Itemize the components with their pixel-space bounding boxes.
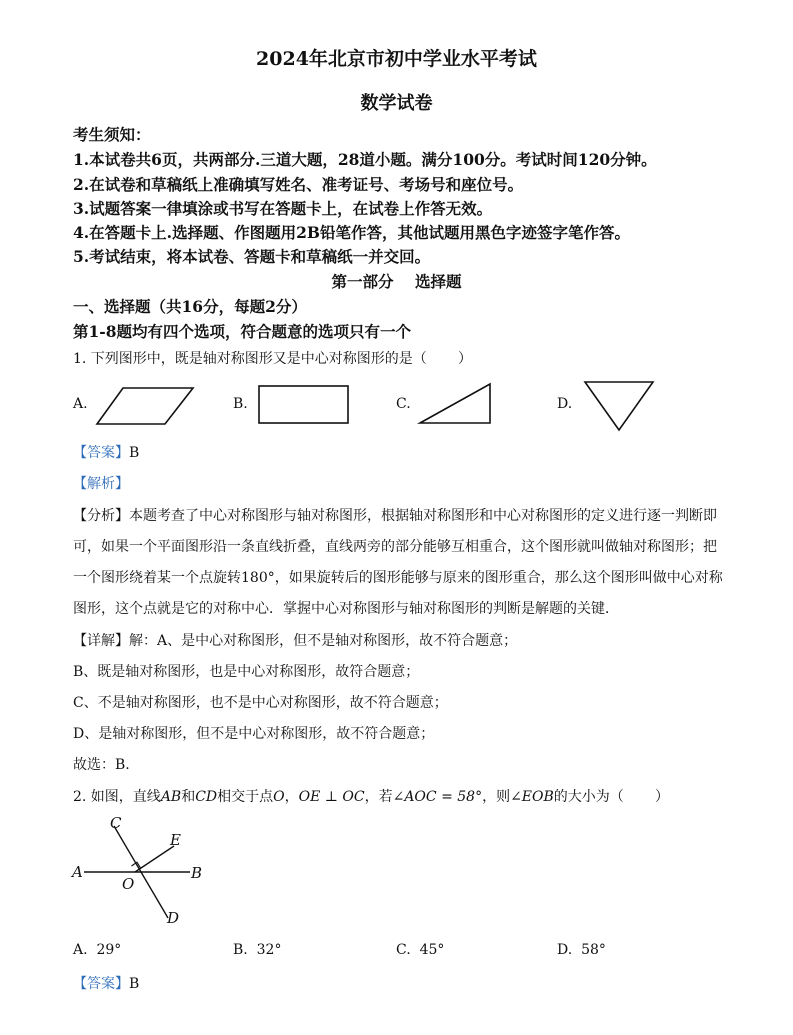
point-o-symbol: O — [273, 789, 285, 805]
notice-item: 2.在试卷和草稿纸上准确填写姓名、准考证号、考场号和座位号。 — [73, 175, 524, 194]
q1-option-b-label: B. — [233, 396, 248, 412]
angle-aoc-expression: ∠AOC = 58° — [392, 789, 483, 805]
q1-answer — [73, 442, 139, 462]
section-heading: 一、选择题（共16分，每题2分） — [73, 297, 307, 316]
angle-eob-expression: ∠EOB — [510, 789, 554, 805]
point-c-label: C — [110, 814, 122, 832]
section-instruction: 第1-8题均有四个选项，符合题意的选项只有一个 — [73, 322, 412, 341]
stem-part: 和 — [181, 789, 196, 805]
point-b-label: B — [191, 864, 203, 882]
stem-part: 相交于点 — [217, 789, 274, 805]
q1-option-c-label: C. — [396, 396, 411, 412]
notice-heading: 考生须知： — [73, 125, 151, 144]
inverted-triangle-figure — [583, 380, 655, 434]
q2-answer — [73, 973, 139, 993]
page-title: 2024年北京市初中学业水平考试 — [256, 48, 537, 70]
q2-option-b: B. 32° — [233, 942, 282, 958]
answer-value: B — [129, 445, 140, 461]
stem-part: ，则 — [482, 789, 511, 805]
answer-tag: 【答案】 — [73, 445, 129, 461]
question-1-stem: 1. 下列图形中，既是轴对称图形又是中心对称图形的是（ ） — [73, 351, 472, 367]
detail-tag: 【详解】 — [73, 633, 129, 649]
detail-line: C、不是轴对称图形，也不是中心对称图形，故不符合题意； — [73, 695, 448, 711]
line-cd-symbol: CD — [195, 789, 218, 805]
fenxi-text: 本题考查了中心对称图形与轴对称图形，根据轴对称图形和中心对称图形的定义进行逐一判断即 — [129, 508, 717, 524]
detail-line: B、既是轴对称图形，也是中心对称图形，故符合题意； — [73, 664, 420, 680]
fenxi-line — [73, 505, 717, 525]
stem-part: 2. 如图，直线 — [73, 789, 161, 805]
perpendicular-expression: OE ⊥ OC — [298, 789, 365, 805]
notice-item: 1.本试卷共6页，共两部分.三道大题，28道小题。满分100分。考试时间120分钟。 — [73, 150, 657, 169]
fenxi-tag: 【分析】 — [73, 508, 129, 524]
q1-option-d-label: D. — [557, 396, 573, 412]
rectangle-figure — [258, 385, 350, 425]
answer-value: B — [129, 976, 140, 992]
stem-part: 的大小为（ ） — [553, 789, 669, 805]
q2-option-c: C. 45° — [396, 942, 445, 958]
notice-item: 3.试题答案一律填涂或书写在答题卡上，在试卷上作答无效。 — [73, 199, 493, 218]
point-d-label: D — [167, 909, 180, 927]
detail-text: 解：A、是中心对称图形，但不是轴对称图形，故不符合题意； — [129, 633, 518, 649]
analysis-tag: 【解析】 — [73, 476, 129, 492]
q2-option-d: D. 58° — [557, 942, 606, 958]
notice-item: 4.在答题卡上.选择题、作图题用2B铅笔作答，其他试题用黑色字迹签字笔作答。 — [73, 223, 630, 242]
question-2-stem — [73, 786, 669, 806]
stem-part: ， — [284, 789, 299, 805]
fenxi-line: 图形，这个点就是它的对称中心．掌握中心对称图形与轴对称图形的判断是解题的关键． — [73, 601, 619, 617]
stem-part: ，若 — [364, 789, 393, 805]
answer-tag: 【答案】 — [73, 976, 129, 992]
q1-option-a-label: A. — [73, 396, 88, 412]
line-ab-symbol: AB — [160, 789, 182, 805]
detail-line: D、是轴对称图形，但不是中心对称图形，故不符合题意； — [73, 726, 435, 742]
parallelogram-figure — [95, 386, 195, 426]
point-o-label: O — [122, 875, 135, 893]
intersecting-lines-figure — [70, 812, 220, 930]
fenxi-line: 一个图形绕着某一个点旋转180°，如果旋转后的图形能够与原来的图形重合，那么这个图形叫做中心对称 — [73, 570, 723, 586]
q2-option-a: A. 29° — [73, 942, 122, 958]
part-title: 第一部分 选择题 — [331, 272, 462, 291]
right-triangle-figure — [418, 382, 493, 426]
page-subtitle: 数学试卷 — [360, 93, 433, 114]
detail-line: 故选：B. — [73, 757, 130, 773]
notice-item: 5.考试结束，将本试卷、答题卡和草稿纸一并交回。 — [73, 247, 431, 266]
point-e-label: E — [170, 831, 181, 849]
detail-line — [73, 630, 517, 650]
fenxi-line: 可，如果一个平面图形沿一条直线折叠，直线两旁的部分能够互相重合，这个图形就叫做轴对称图形；把 — [73, 539, 717, 555]
point-a-label: A — [72, 863, 83, 881]
